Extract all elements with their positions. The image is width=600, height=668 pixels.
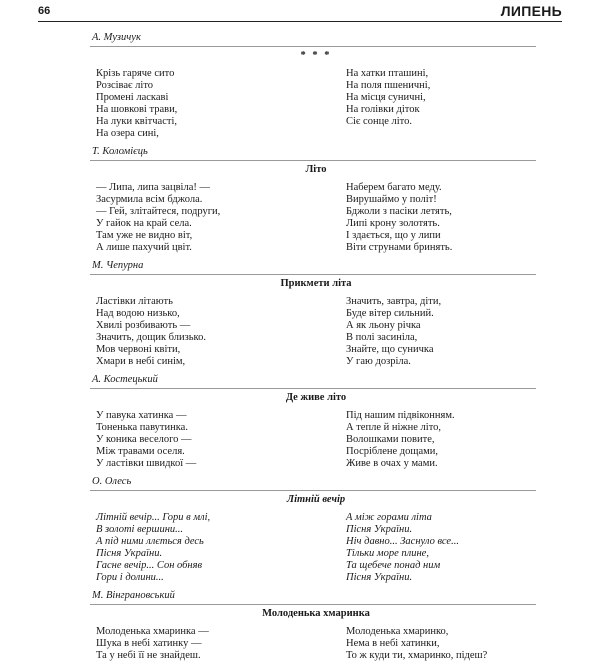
poem-column-right: [346, 182, 526, 254]
poem-line: Волошками повите,: [346, 434, 435, 445]
poem-line: У коника веселого —: [96, 434, 192, 445]
running-title: ЛИПЕНЬ: [500, 3, 562, 19]
poem-line: То ж куди ти, хмаринко, підеш?: [346, 650, 488, 661]
poem-column-right: [346, 296, 526, 368]
poem-line: Значить, завтра, діти,: [346, 296, 442, 307]
poem-line: На поля пшеничні,: [346, 80, 431, 91]
poem-column-right: [346, 410, 526, 470]
poem-title: Літо: [305, 164, 327, 175]
poem-column-left: [96, 410, 346, 470]
poem-line: Пісня України.: [346, 572, 413, 583]
poem-line: Буде вітер сильний.: [346, 308, 434, 319]
poem-line: Нема в небі хатинки,: [346, 638, 440, 649]
poem-column-right: [346, 626, 526, 662]
poem-block: [92, 260, 536, 368]
poem-title: Молоденька хмаринка: [262, 608, 370, 619]
poem-line: Молоденька хмаринко,: [346, 626, 449, 637]
poem-line: Над водою низько,: [96, 308, 180, 319]
poem-line: Там уже не видно віт,: [96, 230, 193, 241]
poem-line: А під ними ллється десь: [96, 536, 204, 547]
page-number: 66: [38, 5, 51, 17]
author-divider: [90, 160, 536, 161]
poem-line: Та щебече понад ним: [346, 560, 441, 571]
author-divider: [90, 274, 536, 275]
poem-line: Живе в очах у мами.: [346, 458, 438, 469]
poem-author: О. Олесь: [92, 476, 132, 487]
poem-line: Під нашим підвіконням.: [346, 410, 455, 421]
poem-line: Липі крону золотять.: [346, 218, 440, 229]
author-divider: [90, 490, 536, 491]
poem-line: На місця суничні,: [346, 92, 426, 103]
poem-line: На шовкові трави,: [96, 104, 178, 115]
author-divider: [90, 388, 536, 389]
poem-line: Сіє сонце літо.: [346, 116, 412, 127]
poem-line: На голівки діток: [346, 104, 420, 115]
poem-line: А лише пахучий цвіт.: [96, 242, 192, 253]
poem-line: А тепле й ніжне літо,: [346, 422, 442, 433]
poem-column-left: [96, 182, 346, 254]
poem-block: [92, 146, 536, 254]
poem-line: Хмари в небі синім,: [96, 356, 186, 367]
poem-line: Посріблене дощами,: [346, 446, 439, 457]
poem-block: [92, 476, 536, 584]
poem-line: Значить, дощик близько.: [96, 332, 206, 343]
poem-line: Розсіває літо: [96, 80, 154, 91]
poem-author: А. Костецький: [92, 374, 158, 385]
poem-line: Та у небі її не знайдеш.: [96, 650, 201, 661]
poem-line: — Гей, злітайтеся, подруги,: [96, 206, 221, 217]
poem-line: Тільки море плине,: [346, 548, 429, 559]
author-divider: [90, 46, 536, 47]
poem-author: А. Музичук: [92, 32, 141, 43]
poem-line: Пісня України.: [346, 524, 413, 535]
poem-line: Наберем багато меду.: [346, 182, 442, 193]
poem-line: Гасне вечір... Сон обняв: [96, 560, 203, 571]
poem-line: Ніч давно... Заснуло все...: [346, 536, 459, 547]
poem-line: Знайте, що суничка: [346, 344, 434, 355]
poem-line: А як льону річка: [346, 320, 421, 331]
poem-line: Пісня України.: [96, 548, 163, 559]
poem-line: Хвилі розбивають —: [96, 320, 191, 331]
poem-line: Ластівки літають: [96, 296, 173, 307]
poem-line: Гори і долини...: [96, 572, 164, 583]
poem-title: Прикмети літа: [280, 278, 352, 289]
poem-line: А між горами літа: [346, 512, 432, 523]
poem-line: І здається, що у липи: [346, 230, 441, 241]
poem-line: Мов червоні квіти,: [96, 344, 181, 355]
poem-line: Літній вечір... Гори в млі,: [96, 512, 211, 523]
poem-line: Віти струнами бринять.: [346, 242, 453, 253]
poem-column-left: [96, 626, 346, 662]
poem-title: Де живе літо: [285, 392, 347, 403]
poem-line: Шука в небі хатинку —: [96, 638, 202, 649]
poem-line: В золоті вершини...: [96, 524, 184, 535]
author-divider: [90, 604, 536, 605]
poem-line: Між травами оселя.: [96, 446, 185, 457]
poem-column-left: [96, 512, 346, 584]
poem-author: М. Вінграновський: [92, 590, 175, 601]
poem-line: Бджоли з пасіки летять,: [346, 206, 452, 217]
poem-block: [92, 590, 536, 662]
poem-author: М. Чепурна: [92, 260, 144, 271]
poem-line: Промені ласкаві: [96, 92, 169, 103]
poem-column-left: [96, 68, 346, 140]
poem-line: Молоденька хмаринка —: [96, 626, 209, 637]
poem-title: * * *: [300, 50, 332, 61]
poem-line: У гаю дозріла.: [346, 356, 411, 367]
poem-block: [92, 32, 536, 140]
poem-column-right: [346, 68, 526, 128]
poem-line: У павука хатинка —: [96, 410, 187, 421]
poem-line: Крізь гаряче сито: [96, 68, 175, 79]
poem-collection: [92, 32, 536, 668]
poem-line: У ластівки швидкої —: [96, 458, 197, 469]
poem-line: В полі засиніла,: [346, 332, 418, 343]
header-rule: [38, 21, 562, 22]
poem-line: — Липа, липа зацвіла! —: [96, 182, 210, 193]
poem-line: Засурмила всім бджола.: [96, 194, 203, 205]
poem-line: У гайок на край села.: [96, 218, 192, 229]
poem-line: На озера сині,: [96, 128, 159, 139]
poem-line: На хатки пташині,: [346, 68, 429, 79]
poem-block: [92, 374, 536, 470]
page-header: [38, 4, 562, 22]
poem-column-left: [96, 296, 346, 368]
poem-line: Тоненька павутинка.: [96, 422, 188, 433]
poem-title: Літній вечір: [286, 494, 346, 505]
poem-line: Вирушаймо у політ!: [346, 194, 437, 205]
poem-author: Т. Коломієць: [92, 146, 148, 157]
poem-column-right: [346, 512, 526, 584]
poem-line: На луки квітчасті,: [96, 116, 178, 127]
